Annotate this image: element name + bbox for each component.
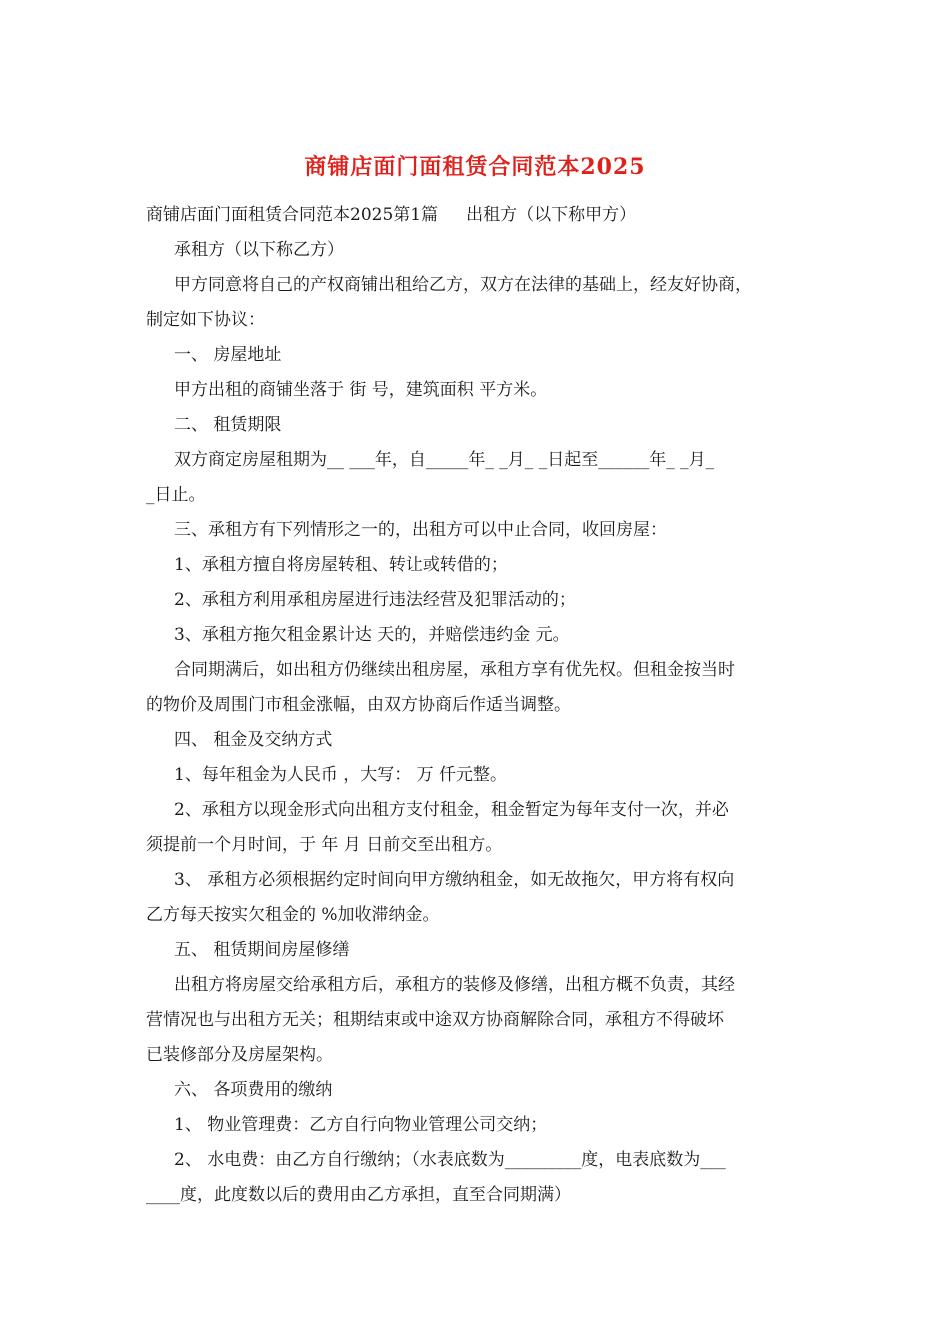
document-title: 商铺店面门面租赁合同范本2025 (304, 154, 646, 180)
subtitle-text: 商铺店面门面租赁合同范本2025第1篇 (146, 205, 439, 225)
section-heading: 四、 租金及交纳方式 (174, 730, 333, 750)
paragraph-line: 出租方将房屋交给承租方后，承租方的装修及修缮，出租方概不负责，其经 (174, 975, 735, 995)
paragraph-line: 承租方（以下称乙方） (174, 240, 344, 260)
section-heading: 五、 租赁期间房屋修缮 (174, 940, 350, 960)
section-heading: 三、承租方有下列情形之一的，出租方可以中止合同，收回房屋： (174, 520, 667, 540)
list-item: 1、 物业管理费：乙方自行向物业管理公司交纳； (174, 1115, 548, 1135)
list-item: 2、承租方以现金形式向出租方支付租金，租金暂定为每年支付一次，并必 (174, 800, 729, 820)
paragraph-line: 双方商定房屋租期为__ ___年，自_____年_ _月_ _日起至______年_ _月_ (174, 450, 715, 470)
list-item: 1、每年租金为人民币 ，大写： 万 仟元整。 (174, 765, 508, 785)
lessor-label: 出租方（以下称甲方） (466, 205, 637, 225)
list-item: 1、承租方擅自将房屋转租、转让或转借的； (174, 555, 508, 575)
paragraph-line: 制定如下协议： (146, 310, 265, 330)
paragraph-line: 须提前一个月时间，于 年 月 日前交至出租方。 (146, 835, 503, 855)
section-heading: 一、 房屋地址 (174, 345, 282, 365)
paragraph-line: 甲方出租的商铺坐落于 街 号，建筑面积 平方米。 (174, 380, 548, 400)
paragraph-line: 合同期满后，如出租方仍继续出租房屋，承租方享有优先权。但租金按当时 (174, 660, 735, 680)
paragraph-line: 的物价及周围门市租金涨幅，由双方协商后作适当调整。 (146, 695, 571, 715)
paragraph-line: 甲方同意将自己的产权商铺出租给乙方，双方在法律的基础上，经友好协商， (174, 275, 752, 295)
list-item: 2、承租方利用承租房屋进行违法经营及犯罪活动的； (174, 590, 576, 610)
list-item: 3、 承租方必须根据约定时间向甲方缴纳租金，如无故拖欠，甲方将有权向 (174, 870, 735, 890)
paragraph-line: 已装修部分及房屋架构。 (146, 1045, 333, 1065)
list-item: 3、承租方拖欠租金累计达 天的，并赔偿违约金 元。 (174, 625, 570, 645)
paragraph-line: 乙方每天按实欠租金的 %加收滞纳金。 (146, 905, 440, 925)
section-heading: 二、 租赁期限 (174, 415, 282, 435)
list-item: 2、 水电费：由乙方自行缴纳；（水表底数为_________度，电表底数为___ (174, 1150, 726, 1170)
document-body (146, 198, 814, 1213)
paragraph-line: 营情况也与出租方无关；租期结束或中途双方协商解除合同，承租方不得破坏 (146, 1010, 724, 1030)
paragraph-line: ____度，此度数以后的费用由乙方承担，直至合同期满） (146, 1185, 571, 1205)
paragraph-line (146, 198, 814, 233)
section-heading: 六、 各项费用的缴纳 (174, 1080, 333, 1100)
paragraph-line: _日止。 (146, 485, 206, 505)
